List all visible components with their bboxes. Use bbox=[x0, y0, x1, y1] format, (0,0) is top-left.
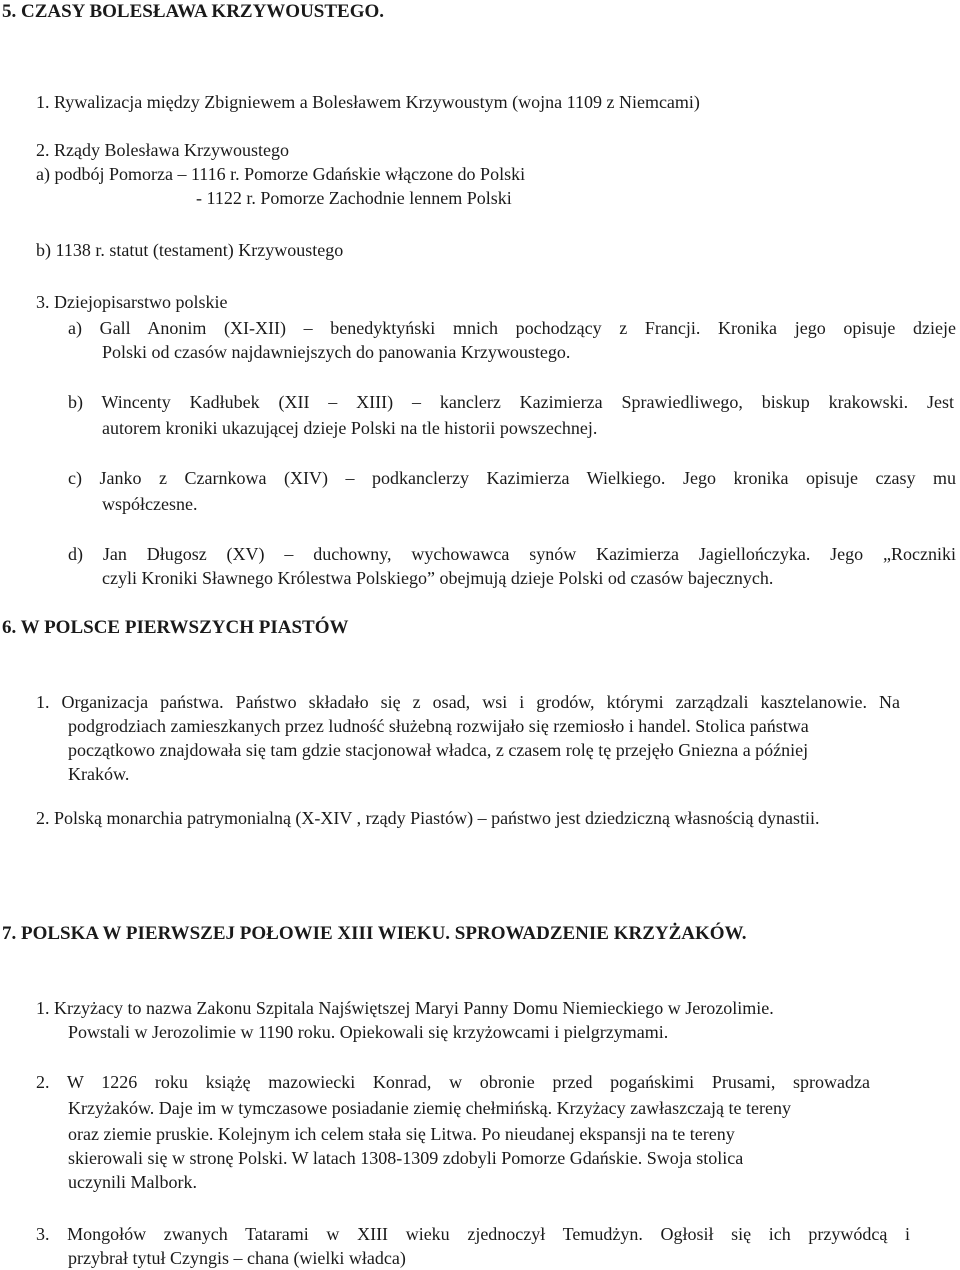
paragraph-line: d) Jan Długosz (XV) – duchowny, wychowawca synów Kazimierza Jagiellończyka. Jego „Roczniki bbox=[68, 544, 956, 564]
paragraph-line: przybrał tytuł Czyngis – chana (wielki władca) bbox=[68, 1248, 406, 1268]
paragraph-line: czyli Kroniki Sławnego Królestwa Polskiego” obejmują dzieje Polski od czasów bajecznych. bbox=[102, 568, 774, 588]
list-item: 1. Rywalizacja między Zbigniewem a Bolesławem Krzywoustym (wojna 1109 z Niemcami) bbox=[36, 92, 700, 112]
paragraph-line: Kraków. bbox=[68, 764, 130, 784]
section-6-heading: 6. W POLSCE PIERWSZYCH PIASTÓW bbox=[2, 617, 349, 638]
paragraph-line: oraz ziemie pruskie. Kolejnym ich celem stała się Litwa. Po nieudanej ekspansji na te tereny bbox=[68, 1124, 735, 1144]
list-item: a) podbój Pomorza – 1116 r. Pomorze Gdańskie włączone do Polski bbox=[36, 164, 526, 184]
paragraph-line: a) Gall Anonim (XI-XII) – benedyktyński mnich pochodzący z Francji. Kronika jego opisuje dzieje bbox=[68, 318, 956, 338]
paragraph-line: Polski od czasów najdawniejszych do panowania Krzywoustego. bbox=[102, 342, 571, 362]
paragraph-line: b) Wincenty Kadłubek (XII – XIII) – kanclerz Kazimierza Sprawiedliwego, biskup krakowski. Jest bbox=[68, 392, 954, 412]
paragraph-line: Powstali w Jerozolimie w 1190 roku. Opiekowali się krzyżowcami i pielgrzymami. bbox=[68, 1022, 669, 1042]
paragraph-line: współczesne. bbox=[102, 494, 198, 514]
paragraph-line: uczynili Malbork. bbox=[68, 1172, 197, 1192]
paragraph-line: 2. W 1226 roku książę mazowiecki Konrad, w obronie przed pogańskimi Prusami, sprowadza bbox=[36, 1072, 870, 1092]
list-item: 3. Dziejopisarstwo polskie bbox=[36, 292, 228, 312]
paragraph-line: skierowali się w stronę Polski. W latach 1308-1309 zdobyli Pomorze Gdańskie. Swoja stolica bbox=[68, 1148, 744, 1168]
paragraph-line: 1. Krzyżacy to nazwa Zakonu Szpitala Najświętszej Maryi Panny Domu Niemieckiego w Jerozolimie. bbox=[36, 998, 774, 1018]
paragraph-line: 1. Organizacja państwa. Państwo składało się z osad, wsi i grodów, którymi zarządzali kasztelanowie. Na bbox=[36, 692, 900, 712]
paragraph-line: c) Janko z Czarnkowa (XIV) – podkanclerzy Kazimierza Wielkiego. Jego kronika opisuje czasy mu bbox=[68, 468, 956, 488]
paragraph-line: autorem kroniki ukazującej dzieje Polski na tle historii powszechnej. bbox=[102, 418, 598, 438]
paragraph-line: podgrodziach zamieszkanych przez ludność służebną rozwijało się rzemiosło i handel. Stolica państwa bbox=[68, 716, 809, 736]
section-5-heading: 5. CZASY BOLESŁAWA KRZYWOUSTEGO. bbox=[2, 1, 385, 22]
list-item: - 1122 r. Pomorze Zachodnie lennem Polski bbox=[196, 188, 512, 208]
paragraph-line: 3. Mongołów zwanych Tatarami w XIII wieku zjednoczył Temudżyn. Ogłosił się ich przywódcą i bbox=[36, 1224, 910, 1244]
paragraph-line: początkowo znajdowała się tam gdzie stacjonował władca, z czasem rolę tę przejęło Gniezna a później bbox=[68, 740, 809, 760]
section-7-heading: 7. POLSKA W PIERWSZEJ POŁOWIE XIII WIEKU. SPROWADZENIE KRZYŻAKÓW. bbox=[2, 923, 747, 944]
paragraph-line: 2. Polską monarchia patrymonialną (X-XIV , rządy Piastów) – państwo jest dziedziczną własnością dynastii. bbox=[36, 808, 820, 828]
list-item: b) 1138 r. statut (testament) Krzywoustego bbox=[36, 240, 344, 260]
paragraph-line: Krzyżaków. Daje im w tymczasowe posiadanie ziemię chełmińską. Krzyżacy zawłaszczają te tereny bbox=[68, 1098, 791, 1118]
list-item: 2. Rządy Bolesława Krzywoustego bbox=[36, 140, 289, 160]
